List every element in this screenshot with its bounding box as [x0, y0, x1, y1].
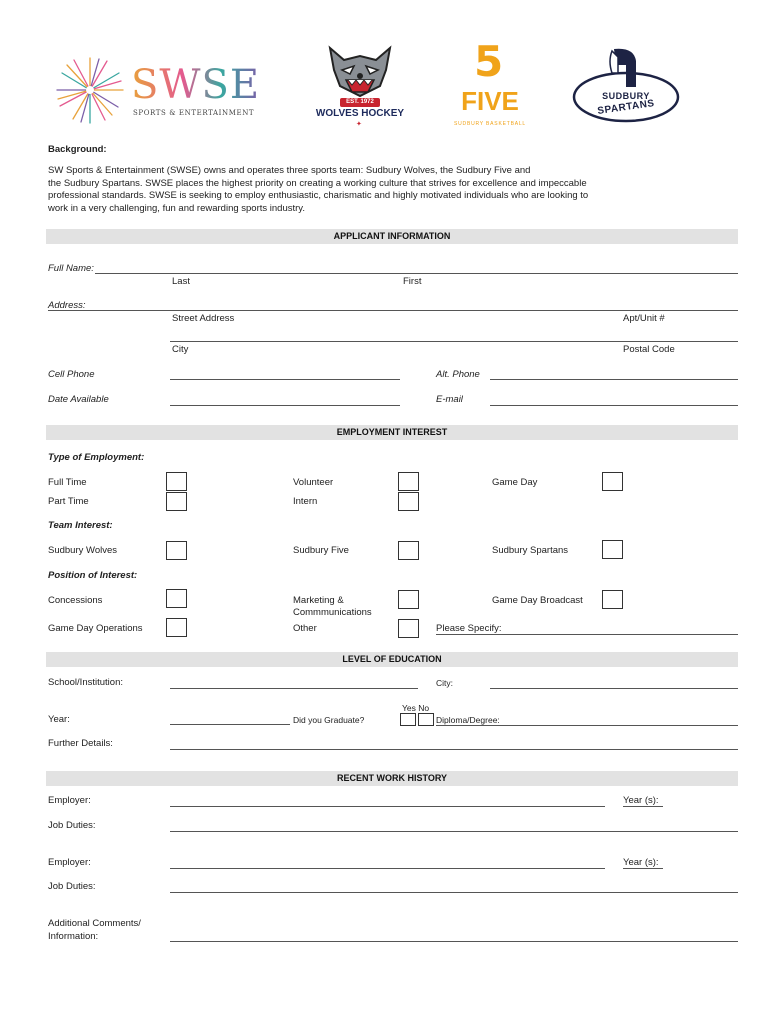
swse-logo	[55, 55, 260, 125]
sudbury-five-checkbox[interactable]	[398, 541, 419, 560]
five-number: 5	[474, 37, 504, 86]
postal-code-label: Postal Code	[623, 344, 675, 355]
marketing-label-line: Commmunications	[293, 607, 372, 618]
graduate-yes-checkbox[interactable]	[400, 713, 416, 726]
street-address-label: Street Address	[172, 313, 235, 324]
section-applicant-information: APPLICANT INFORMATION	[46, 229, 738, 244]
email-label: E-mail	[436, 394, 463, 405]
game-day-operations-label: Game Day Operations	[48, 623, 143, 634]
starburst-icon	[55, 55, 125, 125]
spartans-bottom: SPARTANS	[596, 98, 656, 117]
employer-label: Employer:	[48, 857, 91, 868]
spartans-logo	[572, 47, 680, 125]
section-employment-interest: EMPLOYMENT INTEREST	[46, 425, 738, 440]
job-duties-field[interactable]	[170, 892, 738, 893]
five-word: FIVE	[461, 86, 519, 116]
school-field[interactable]	[170, 688, 418, 689]
five-subtitle: SUDBURY BASKETBALL	[453, 121, 527, 127]
further-details-label: Further Details:	[48, 738, 113, 749]
city-label: City	[172, 344, 189, 355]
sudbury-spartans-checkbox[interactable]	[602, 540, 623, 559]
intern-checkbox[interactable]	[398, 492, 419, 511]
first-label: First	[403, 276, 422, 287]
school-label: School/Institution:	[48, 677, 123, 688]
concessions-checkbox[interactable]	[166, 589, 187, 608]
graduate-label: Did you Graduate?	[293, 715, 365, 725]
game-day-label: Game Day	[492, 477, 538, 488]
further-details-field[interactable]	[170, 749, 738, 750]
additional-comments-field[interactable]	[170, 941, 738, 942]
background-heading: Background:	[48, 144, 107, 155]
background-line: SW Sports & Entertainment (SWSE) owns and operates three sports team: Sudbury Wolves, the Sudbury Five and	[48, 165, 531, 176]
game-day-checkbox[interactable]	[602, 472, 623, 491]
position-of-interest-label: Position of Interest:	[48, 570, 138, 581]
alt-phone-field[interactable]	[490, 379, 738, 380]
background-paragraph	[48, 165, 588, 215]
alt-phone-label: Alt. Phone	[436, 369, 480, 380]
edu-city-field[interactable]	[490, 688, 738, 689]
additional-comments-line: Information:	[48, 931, 99, 942]
last-label: Last	[172, 276, 190, 287]
address-line[interactable]	[48, 310, 738, 311]
wolf-head-icon	[324, 42, 396, 98]
job-duties-label: Job Duties:	[48, 820, 96, 831]
wolves-badge: EST. 1972	[340, 98, 380, 107]
marketing-checkbox[interactable]	[398, 590, 419, 609]
other-label: Other	[293, 623, 317, 634]
background-line: work in a very challenging, fun and rewarding sports industry.	[48, 202, 305, 214]
part-time-label: Part Time	[48, 496, 89, 507]
sudbury-spartans-label: Sudbury Spartans	[492, 545, 569, 556]
graduate-no-checkbox[interactable]	[418, 713, 434, 726]
employer-label: Employer:	[48, 795, 91, 806]
address-label: Address:	[48, 300, 86, 311]
volunteer-label: Volunteer	[293, 477, 334, 488]
edu-city-label: City:	[436, 678, 453, 688]
full-time-checkbox[interactable]	[166, 472, 187, 491]
diploma-label: Diploma/Degree:	[436, 715, 500, 725]
game-day-operations-checkbox[interactable]	[166, 618, 187, 637]
year-field[interactable]	[170, 724, 290, 725]
job-duties-label: Job Duties:	[48, 881, 96, 892]
job-duties-field[interactable]	[170, 831, 738, 832]
full-name-line[interactable]	[95, 273, 738, 274]
diploma-field[interactable]	[436, 725, 738, 726]
cell-phone-label: Cell Phone	[48, 369, 95, 380]
spartans-top: SUDBURY	[602, 91, 650, 101]
full-time-label: Full Time	[48, 477, 87, 488]
background-line: the Sudbury Spartans. SWSE places the highest priority on creating a working culture that strives for excellence and impeccable	[48, 177, 587, 189]
full-name-label: Full Name:	[48, 263, 94, 274]
please-specify-field[interactable]	[436, 634, 738, 635]
volunteer-checkbox[interactable]	[398, 472, 419, 491]
date-available-label: Date Available	[48, 394, 109, 405]
marketing-label	[293, 595, 372, 619]
team-interest-label: Team Interest:	[48, 520, 113, 531]
five-logo	[440, 37, 540, 132]
years-field[interactable]	[623, 806, 663, 807]
concessions-label: Concessions	[48, 595, 103, 606]
additional-comments-line: Additional Comments/	[48, 918, 141, 929]
marketing-label-line: Marketing &	[293, 595, 344, 606]
sudbury-five-label: Sudbury Five	[293, 545, 349, 556]
years-field[interactable]	[623, 868, 663, 869]
game-day-broadcast-label: Game Day Broadcast	[492, 595, 583, 606]
employer-field[interactable]	[170, 806, 605, 807]
apt-unit-label: Apt/Unit #	[623, 313, 665, 324]
years-label: Year (s):	[623, 795, 659, 806]
maple-leaf-icon: ✦	[356, 121, 362, 128]
employer-field[interactable]	[170, 868, 605, 869]
sudbury-wolves-label: Sudbury Wolves	[48, 545, 117, 556]
cell-phone-field[interactable]	[170, 379, 400, 380]
yes-no-label: Yes No	[402, 703, 430, 713]
spartan-helmet-icon	[572, 47, 680, 125]
background-line: professional standards. SWSE is seeking to employ enthusiastic, charismatic and highly motivated individuals who are looking to	[48, 190, 589, 201]
wolves-logo	[310, 42, 410, 128]
part-time-checkbox[interactable]	[166, 492, 187, 511]
swse-subtitle: SPORTS & ENTERTAINMENT	[133, 109, 255, 117]
date-available-field[interactable]	[170, 405, 400, 406]
additional-comments-label	[48, 917, 141, 943]
section-level-of-education: LEVEL OF EDUCATION	[46, 652, 738, 667]
game-day-broadcast-checkbox[interactable]	[602, 590, 623, 609]
please-specify-label: Please Specify:	[436, 623, 502, 634]
wolves-name: WOLVES HOCKEY	[315, 108, 405, 119]
swse-mark: SWSE	[131, 62, 261, 108]
year-label: Year:	[48, 714, 70, 725]
email-field[interactable]	[490, 405, 738, 406]
section-recent-work-history: RECENT WORK HISTORY	[46, 771, 738, 786]
intern-label: Intern	[293, 496, 318, 507]
type-of-employment-label: Type of Employment:	[48, 452, 145, 463]
years-label: Year (s):	[623, 857, 659, 868]
other-checkbox[interactable]	[398, 619, 419, 638]
city-line[interactable]	[170, 341, 738, 342]
sudbury-wolves-checkbox[interactable]	[166, 541, 187, 560]
